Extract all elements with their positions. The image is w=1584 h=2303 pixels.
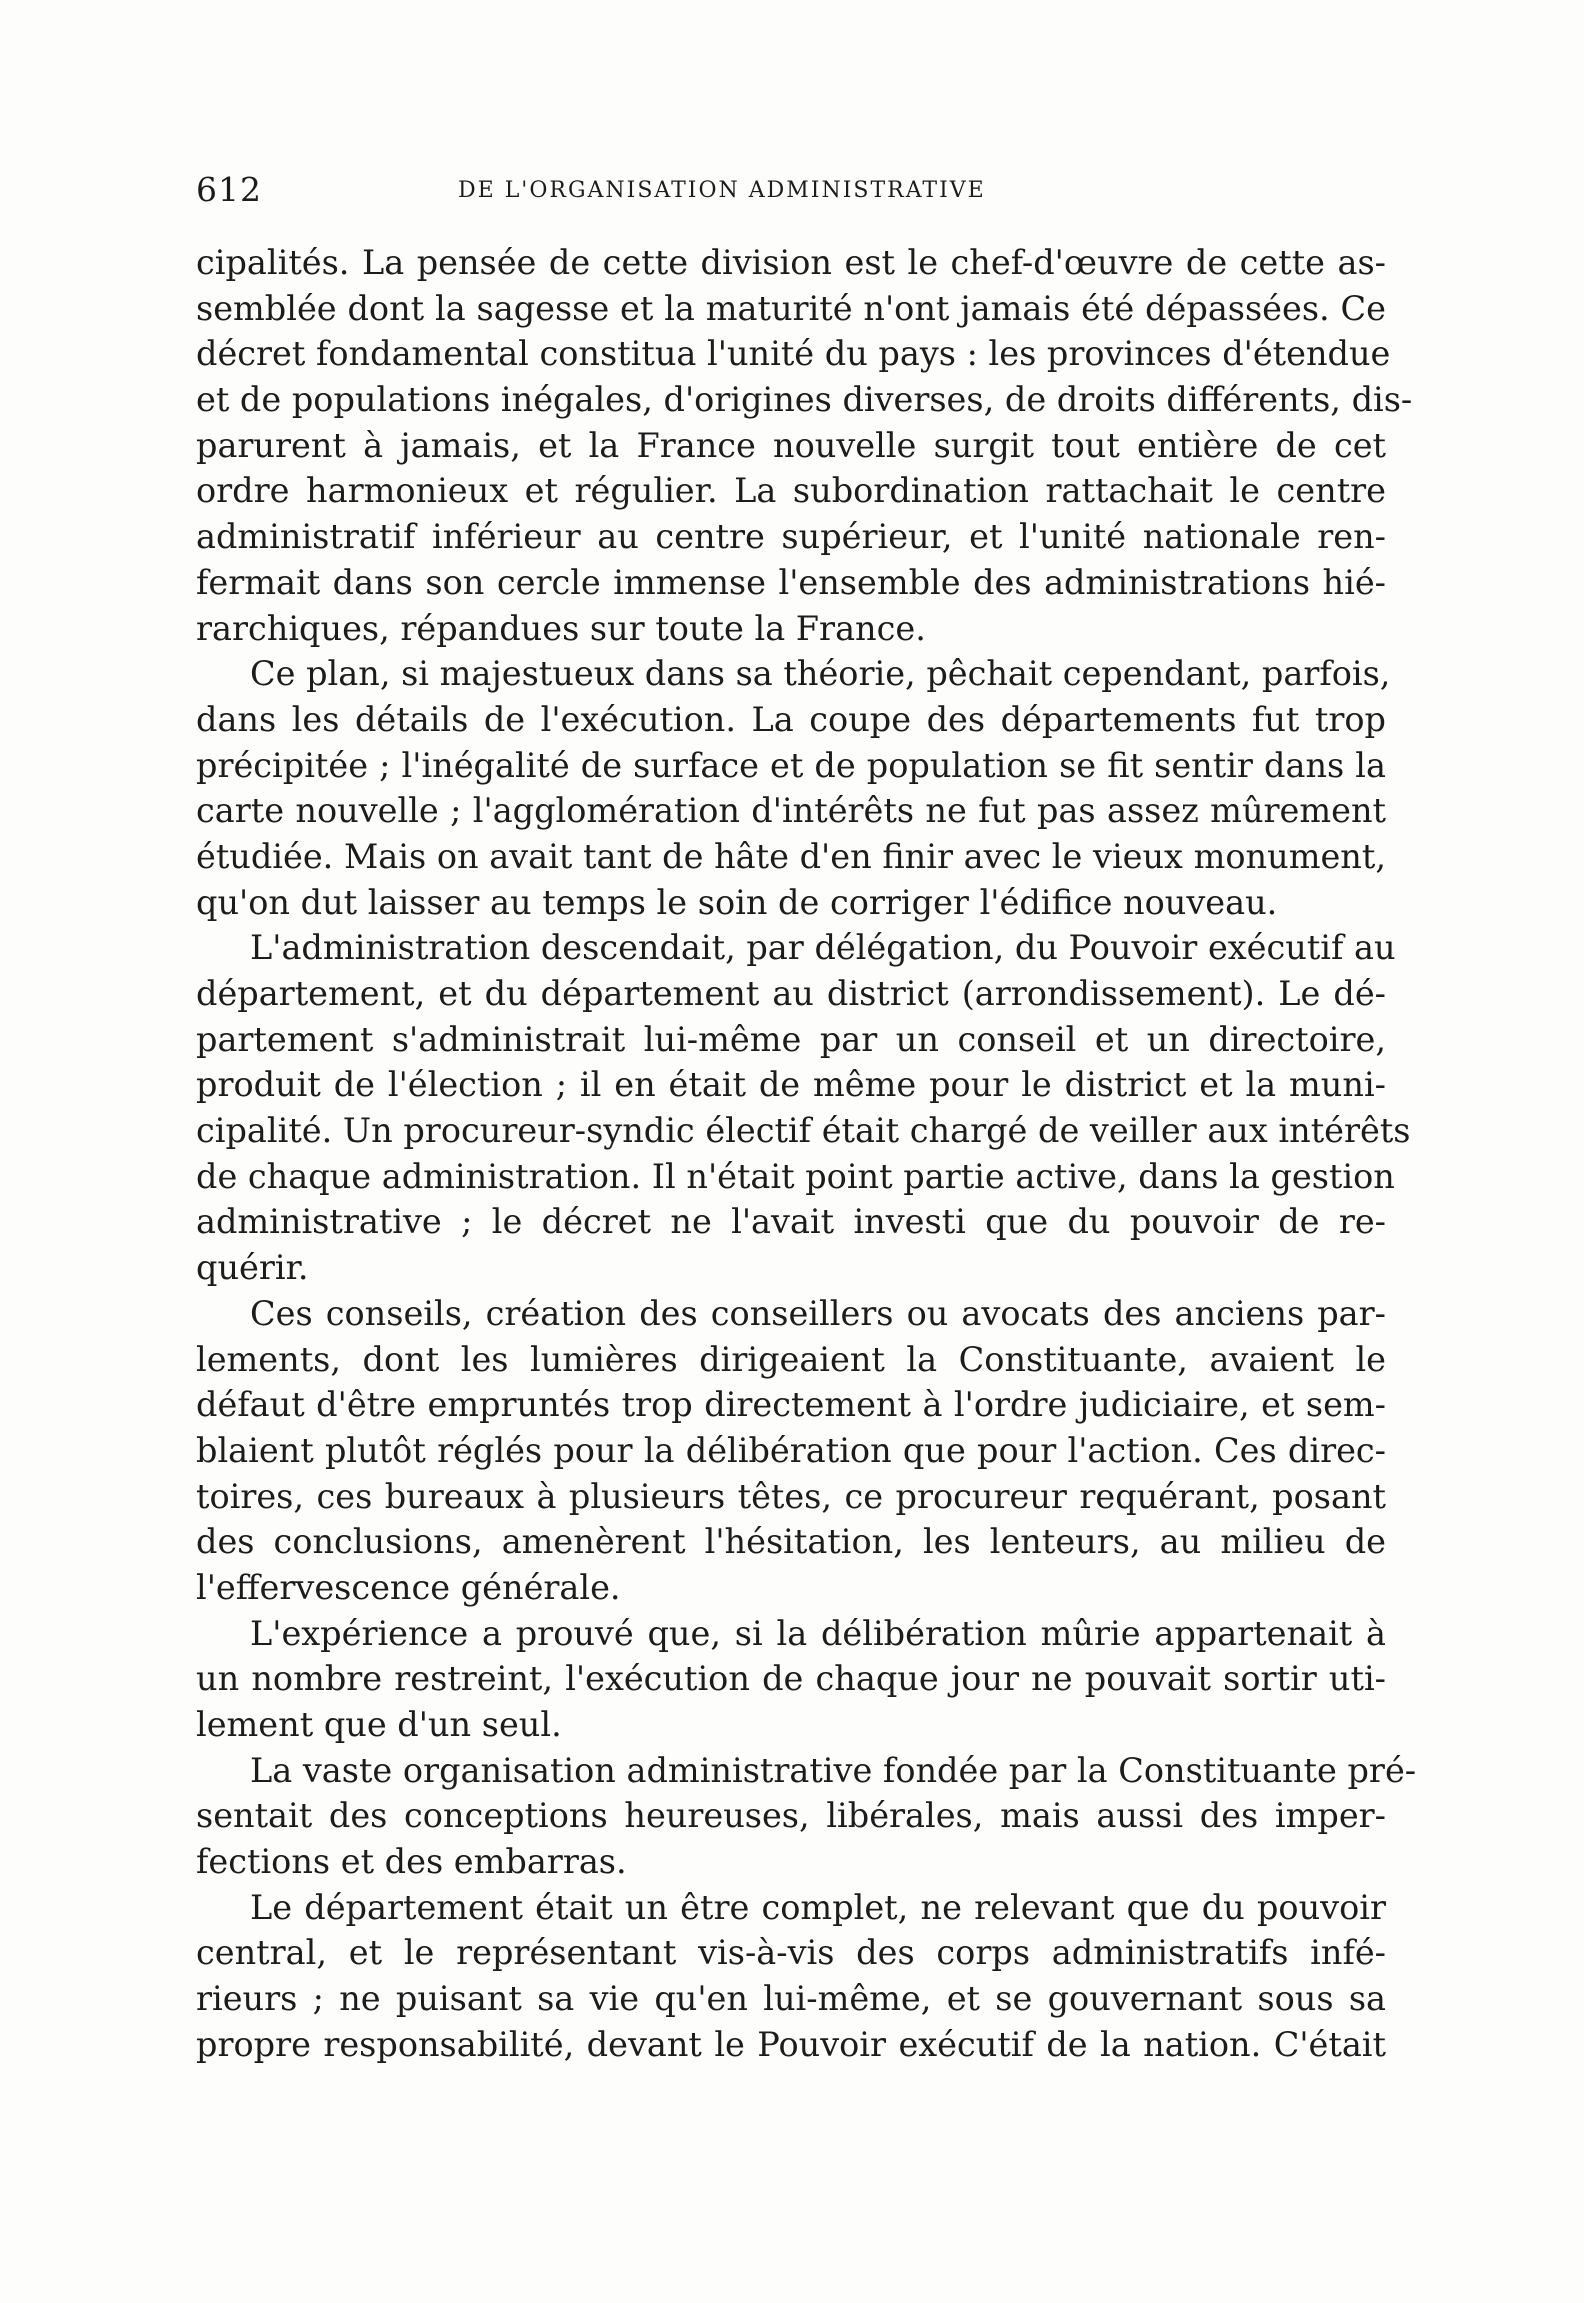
text-line: fermait dans son cercle immense l'ensemble des administrations hié- [196,562,1386,602]
text-line: L'expérience a prouvé que, si la délibération mûrie appartenait à [250,1613,1386,1653]
text-line: qu'on dut laisser au temps le soin de corriger l'édifice nouveau. [196,882,1278,922]
text-line: rarchiques, répandues sur toute la France. [196,608,926,648]
text-line: département, et du département au district (arrondissement). Le dé- [196,974,1386,1013]
text-line: rieurs ; ne puisant sa vie qu'en lui-même, et se gouvernant sous sa [196,1979,1386,2019]
paragraph-5 [196,1611,1386,1748]
text-line: précipitée ; l'inégalité de surface et de population se fit sentir dans la [196,745,1386,785]
body-text [196,240,1417,2068]
running-head: DE L'ORGANISATION ADMINISTRATIVE [458,178,986,203]
text-line: administrative ; le décret ne l'avait investi que du pouvoir de re- [196,1202,1386,1242]
text-line: toires, ces bureaux à plusieurs têtes, ce procureur requérant, posant [196,1476,1386,1516]
text-line: lements, dont les lumières dirigeaient la Constituante, avaient le [196,1339,1386,1379]
text-line: sentait des conceptions heureuses, libérales, mais aussi des imper- [196,1796,1386,1836]
text-line: lement que d'un seul. [196,1705,562,1744]
text-line: carte nouvelle ; l'agglomération d'intérêts ne fut pas assez mûrement [196,791,1386,831]
paragraph-3 [196,925,1411,1291]
text-line: cipalité. Un procureur-syndic électif était chargé de veiller aux intérêts [196,1111,1411,1151]
page-number: 612 [196,170,262,209]
paragraph-4 [196,1291,1386,1611]
text-line: propre responsabilité, devant le Pouvoir exécutif de la nation. C'était [196,2024,1386,2064]
text-line: central, et le représentant vis-à-vis des corps administratifs infé- [196,1933,1386,1973]
text-line: cipalités. La pensée de cette division est le chef-d'œuvre de cette as- [196,243,1386,282]
text-line: Le département était un être complet, ne relevant que du pouvoir [250,1887,1386,1927]
paragraph-7 [196,1885,1386,2068]
text-line: l'effervescence générale. [196,1567,621,1607]
text-line: fections et des embarras. [196,1842,627,1882]
text-line: de chaque administration. Il n'était point partie active, dans la gestion [196,1156,1395,1196]
text-line: un nombre restreint, l'exécution de chaque jour ne pouvait sortir uti- [196,1659,1386,1699]
text-line: étudiée. Mais on avait tant de hâte d'en finir avec le vieux monument, [196,836,1386,876]
text-line: quérir. [196,1248,309,1288]
text-line: dans les détails de l'exécution. La coupe des départements fut trop [196,699,1386,739]
text-line: ordre harmonieux et régulier. La subordination rattachait le centre [196,471,1386,511]
paragraph-6 [196,1748,1417,1885]
text-line: L'administration descendait, par délégation, du Pouvoir exécutif au [250,928,1396,968]
paragraph-2 [196,651,1391,925]
text-line: La vaste organisation administrative fondée par la Constituante pré- [250,1750,1417,1790]
text-line: défaut d'être empruntés trop directement à l'ordre judiciaire, et sem- [196,1385,1386,1425]
text-line: semblée dont la sagesse et la maturité n'ont jamais été dépassées. Ce [196,288,1386,328]
text-line: administratif inférieur au centre supérieur, et l'unité nationale ren- [196,517,1386,557]
text-line: blaient plutôt réglés pour la délibération que pour l'action. Ces direc- [196,1430,1386,1470]
text-line: Ce plan, si majestueux dans sa théorie, pêchait cependant, parfois, [250,654,1391,694]
text-line: et de populations inégales, d'origines diverses, de droits différents, dis- [196,380,1413,420]
paragraph-1 [196,240,1413,651]
text-line: des conclusions, amenèrent l'hésitation, les lenteurs, au milieu de [196,1522,1386,1562]
text-line: produit de l'élection ; il en était de même pour le district et la muni- [196,1065,1386,1105]
text-line: parurent à jamais, et la France nouvelle surgit tout entière de cet [196,425,1386,465]
text-line: décret fondamental constitua l'unité du pays : les provinces d'étendue [196,334,1391,374]
text-line: Ces conseils, création des conseillers ou avocats des anciens par- [250,1293,1386,1333]
page-header [196,170,1386,220]
text-line: partement s'administrait lui-même par un conseil et un directoire, [196,1019,1386,1059]
